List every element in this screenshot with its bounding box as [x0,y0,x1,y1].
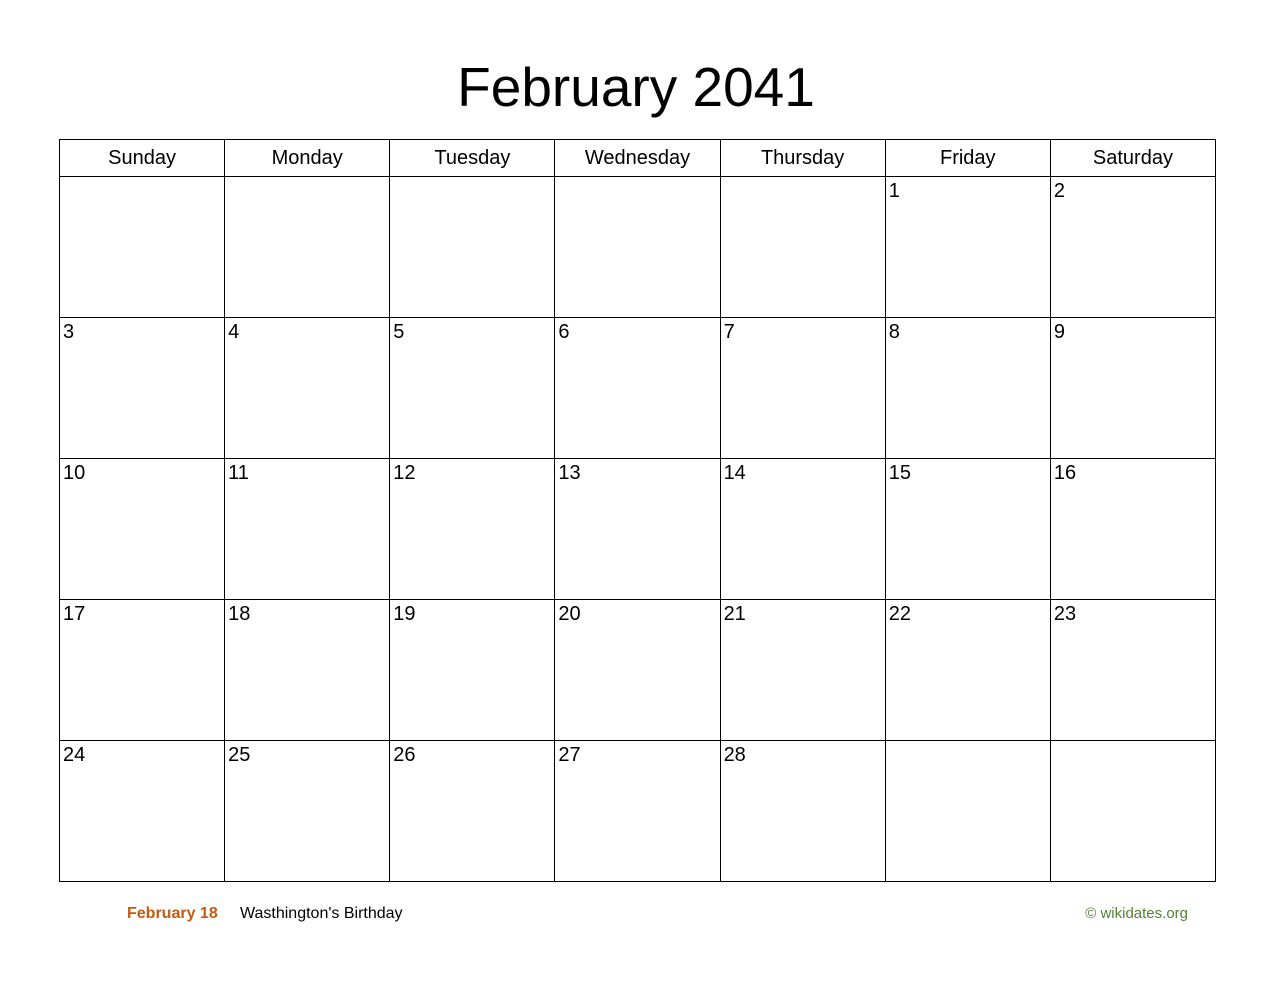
day-cell [60,177,225,318]
week-row [60,741,1216,882]
day-cell [225,741,390,882]
day-cell [1050,318,1215,459]
day-cell [720,177,885,318]
day-number: 1 [888,180,900,202]
day-cell [390,741,555,882]
weekday-header: Friday [885,140,1050,177]
day-cell [1050,459,1215,600]
day-number: 26 [393,744,416,766]
calendar-title: February 2041 [457,56,815,118]
day-cell [390,600,555,741]
day-cell [555,177,720,318]
day-cell [555,741,720,882]
day-cell [885,741,1050,882]
day-cell [225,459,390,600]
day-cell [885,459,1050,600]
day-number: 9 [1053,321,1065,343]
calendar-grid [59,139,1216,882]
week-row [60,459,1216,600]
day-cell [60,741,225,882]
day-cell [885,318,1050,459]
day-number [60,177,224,180]
weekday-header: Saturday [1050,140,1215,177]
day-number: 28 [723,744,746,766]
day-number: 27 [558,744,581,766]
day-number: 5 [393,321,405,343]
day-number: 4 [228,321,240,343]
day-cell [555,459,720,600]
day-cell [720,318,885,459]
day-number: 11 [228,462,249,484]
weekday-header: Wednesday [555,140,720,177]
day-cell [60,600,225,741]
day-cell [390,318,555,459]
holiday-name: Wasthington's Birthday [240,905,403,922]
day-number [1051,741,1215,744]
weekday-header: Thursday [720,140,885,177]
day-number: 15 [888,462,911,484]
day-number: 10 [63,462,86,484]
day-cell [60,459,225,600]
day-cell [1050,741,1215,882]
day-cell [720,459,885,600]
day-number: 25 [228,744,251,766]
day-number: 14 [723,462,746,484]
day-number: 12 [393,462,416,484]
day-number: 13 [558,462,581,484]
day-number [225,177,389,180]
day-number: 19 [393,603,416,625]
day-cell [390,459,555,600]
day-number [555,177,719,180]
day-cell [885,177,1050,318]
day-number: 8 [888,321,900,343]
day-cell [225,177,390,318]
holiday-date: February 18 [127,905,218,922]
weekday-header: Sunday [60,140,225,177]
day-cell [555,318,720,459]
day-number: 6 [558,321,570,343]
day-number: 24 [63,744,86,766]
day-cell [225,318,390,459]
day-number: 7 [723,321,735,343]
day-cell [720,741,885,882]
day-cell [60,318,225,459]
day-cell [1050,600,1215,741]
day-cell [225,600,390,741]
day-number: 23 [1053,603,1077,625]
day-number: 2 [1053,180,1065,202]
day-number [390,177,554,180]
week-row [60,318,1216,459]
weekday-header: Tuesday [390,140,555,177]
day-number: 20 [558,603,581,625]
day-cell [885,600,1050,741]
day-cell [720,600,885,741]
day-number: 16 [1053,462,1077,484]
day-number: 22 [888,603,911,625]
week-row [60,177,1216,318]
site-credit-link[interactable]: © wikidates.org [1085,905,1188,922]
day-number: 18 [228,603,251,625]
day-cell [1050,177,1215,318]
day-cell [390,177,555,318]
day-number [721,177,885,180]
day-cell [555,600,720,741]
week-row [60,600,1216,741]
day-number [886,741,1050,744]
weekday-header-row [60,140,1216,177]
day-number: 17 [63,603,86,625]
weekday-header: Monday [225,140,390,177]
day-number: 21 [723,603,746,625]
day-number: 3 [63,321,75,343]
